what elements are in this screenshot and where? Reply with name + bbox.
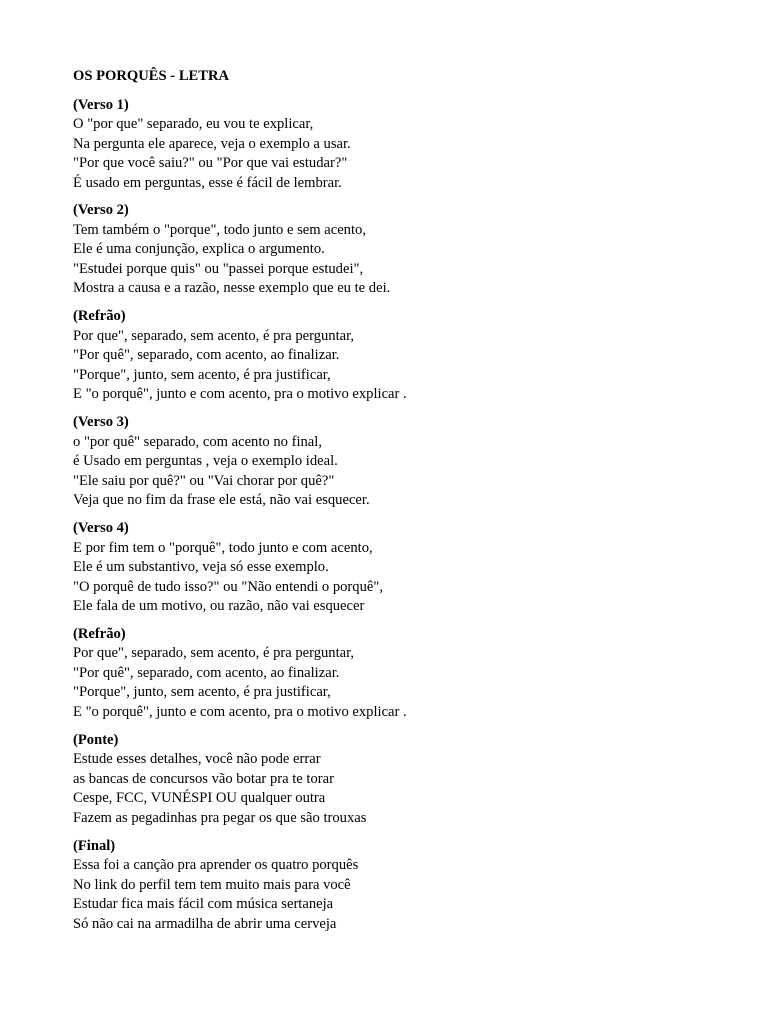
lyric-line: Ele é um substantivo, veja só esse exemplo. bbox=[73, 559, 329, 576]
lyric-line: E "o porquê", junto e com acento, pra o motivo explicar . bbox=[73, 386, 407, 403]
lyric-line: "Estudei porque quis" ou "passei porque estudei", bbox=[73, 260, 364, 277]
lyric-line: é Usado em perguntas , veja o exemplo ideal. bbox=[73, 453, 338, 470]
lyric-line: Na pergunta ele aparece, veja o exemplo a usar. bbox=[73, 135, 351, 152]
lyric-line: Só não cai na armadilha de abrir uma cerveja bbox=[73, 915, 337, 932]
lyric-line: "Por quê", separado, com acento, ao finalizar. bbox=[73, 664, 340, 681]
lyric-line: E "o porquê", junto e com acento, pra o motivo explicar . bbox=[73, 703, 407, 720]
stanza-refrao-1 bbox=[73, 307, 733, 405]
lyric-line: No link do perfil tem tem muito mais para você bbox=[73, 876, 351, 893]
lyric-line: E por fim tem o "porquê", todo junto e com acento, bbox=[73, 539, 373, 556]
lyric-line: O "por que" separado, eu vou te explicar, bbox=[73, 116, 314, 132]
lyric-line: Estudar fica mais fácil com música sertaneja bbox=[73, 896, 334, 913]
stanza-heading: (Refrão) bbox=[73, 625, 126, 642]
lyric-line: "Por quê", separado, com acento, ao finalizar. bbox=[73, 347, 340, 364]
stanza-verso-4 bbox=[73, 519, 733, 617]
lyric-line: Por que", separado, sem acento, é pra perguntar, bbox=[73, 645, 355, 662]
stanza-heading: (Verso 4) bbox=[73, 520, 129, 537]
lyric-line: Ele fala de um motivo, ou razão, não vai esquecer bbox=[73, 598, 365, 615]
lyric-line: É usado em perguntas, esse é fácil de lembrar. bbox=[73, 174, 342, 191]
stanza-final bbox=[73, 837, 733, 935]
lyric-line: "O porquê de tudo isso?" ou "Não entendi o porquê", bbox=[73, 578, 383, 595]
lyric-line: Fazem as pegadinhas pra pegar os que são trouxas bbox=[73, 809, 367, 826]
lyric-line: Veja que no fim da frase ele está, não vai esquecer. bbox=[73, 492, 370, 509]
lyric-line: Cespe, FCC, VUNÉSPI OU qualquer outra bbox=[73, 790, 326, 807]
stanza-heading: (Verso 1) bbox=[73, 96, 129, 113]
lyric-line: as bancas de concursos vão botar pra te torar bbox=[73, 770, 334, 787]
stanza-heading: (Refrão) bbox=[73, 308, 126, 325]
lyric-line: "Porque", junto, sem acento, é pra justificar, bbox=[73, 366, 331, 383]
stanza-heading: (Ponte) bbox=[73, 731, 119, 748]
lyric-line: "Por que você saiu?" ou "Por que vai estudar?" bbox=[73, 155, 348, 171]
lyric-line: Mostra a causa e a razão, nesse exemplo que eu te dei. bbox=[73, 280, 391, 297]
stanza-heading: (Verso 3) bbox=[73, 414, 129, 431]
stanza-verso-1 bbox=[73, 96, 733, 194]
stanza-ponte bbox=[73, 731, 733, 829]
stanza-verso-2 bbox=[73, 201, 733, 299]
lyric-line: Estude esses detalhes, você não pode errar bbox=[73, 751, 321, 768]
lyric-line: "Porque", junto, sem acento, é pra justificar, bbox=[73, 684, 331, 701]
stanza-refrao-2 bbox=[73, 625, 733, 723]
lyric-line: Ele é uma conjunção, explica o argumento. bbox=[73, 241, 325, 258]
lyric-line: Por que", separado, sem acento, é pra perguntar, bbox=[73, 327, 355, 344]
lyric-line: Tem também o "porque", todo junto e sem acento, bbox=[73, 221, 366, 238]
document-page bbox=[73, 67, 733, 943]
lyric-line: "Ele saiu por quê?" ou "Vai chorar por quê?" bbox=[73, 472, 335, 489]
lyric-line: o "por quê" separado, com acento no final, bbox=[73, 433, 322, 450]
document-title: OS PORQUÊS - LETRA bbox=[73, 68, 230, 84]
stanza-verso-3 bbox=[73, 413, 733, 511]
stanza-heading: (Verso 2) bbox=[73, 202, 129, 219]
lyric-line: Essa foi a canção pra aprender os quatro porquês bbox=[73, 857, 359, 874]
stanza-heading: (Final) bbox=[73, 837, 116, 854]
